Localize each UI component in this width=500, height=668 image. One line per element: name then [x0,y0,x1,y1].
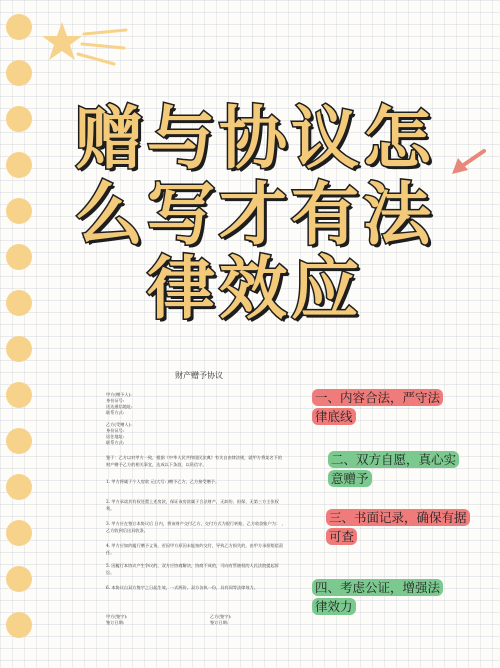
headline-line-3: 律效应 [146,250,363,329]
signature-a-date: 签订日期: [106,620,125,625]
key-point-3 [326,508,470,546]
key-point-1 [312,388,444,426]
binder-hole-icon [6,382,32,408]
party-a-line: 送达通信地址: [106,404,133,409]
document-paragraph: 3. 甲方应在签订本协议后 日内，将该财产交付乙方，交付方式为银行转账，乙方收款账户为： ，乙方收到后出具收条。 [106,521,286,533]
headline-line-1: 赠与协议怎 [74,100,435,179]
key-point-text: 一、内容合法，严守法律底线 [312,389,443,425]
binder-hole-icon [6,520,32,546]
party-b-line: 乙方(受赠人): [106,422,132,427]
star-icon [40,18,130,78]
document-paragraph: 1. 甲方将属于个人房款 元(大写: )赠予乙方，乙方接受赠予。 [106,479,220,484]
key-point-text: 三、书面记录，确保有据可查 [326,509,470,545]
document-paragraph: 5. 因履行本协议产生争议的，双方应协商解决，协商不成的，可向有管辖权的人民法院提起诉讼。 [106,563,279,575]
binder-hole-icon [6,566,32,592]
signature-b: 乙方(签字): [210,614,232,619]
signature-b-date: 签订日期: [210,620,229,625]
binder-hole-icon [6,14,32,40]
key-point-text: 四、考虑公证，增强法律效力 [312,579,443,615]
headline-line-2: 么写才有法 [74,176,435,255]
party-a-line: 联系方式: [106,410,125,415]
binder-hole-icon [6,428,32,454]
key-point-2 [328,450,468,488]
binder-hole-icon [6,198,32,224]
party-a-line: 身份证号: [106,398,125,403]
binder-hole-icon [6,612,32,638]
document-paragraph: 鉴于：乙方以对甲方一致，根据《中华人民共和国民法典》有关自由律法规，就甲方将某名下的财产赠予乙方的相关事宜，达成以下条款，以资信守。 [106,455,282,467]
binder-hole-icon [6,336,32,362]
binder-hole-icon [6,60,32,86]
document-paragraph: 6. 本协议自双方签字之日起生效，一式两份，双方各执一份，具有同等法律效力。 [106,585,258,590]
binder-hole-icon [6,290,32,316]
party-b-line: 居住地址: [106,434,125,439]
document-paragraph: 4. 甲方应如约履行赠予义务，若因甲方原因未能按约交付，导致乙方损失的，由甲方承担赔偿责任。 [106,543,284,555]
binder-hole-icon [6,106,32,132]
key-point-text: 二、双方自愿，真心实意赠予 [328,451,459,487]
agreement-document [88,356,310,656]
document-paragraph: 2. 甲方承诺其有权处置上述房款，保证该房款属于合法财产，无纠纷、担保、无第三方主张权利。 [106,499,279,511]
party-b-line: 身份证号: [106,428,125,433]
binder-hole-icon [6,474,32,500]
binder-holes [0,0,40,668]
binder-hole-icon [6,244,32,270]
key-point-4 [312,578,452,616]
document-title: 财产赠予协议 [175,371,223,380]
party-a-line: 甲方(赠予人): [106,392,132,397]
party-b-line: 联系方式: [106,440,125,445]
signature-a: 甲方(签字): [106,614,128,619]
binder-hole-icon [6,152,32,178]
